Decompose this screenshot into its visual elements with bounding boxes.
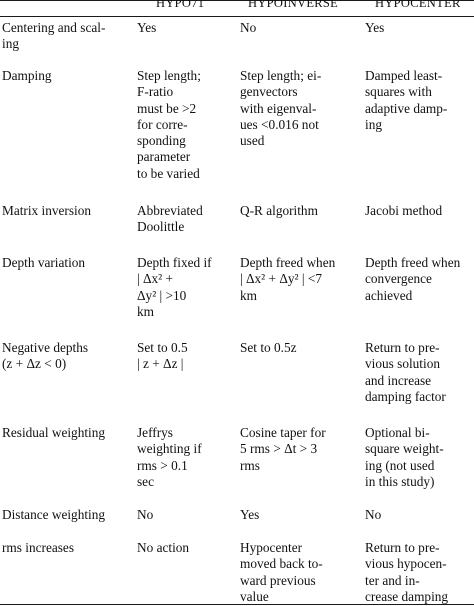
hypoinverse-cell: Step length; ei- genvectors with eigenval- ues <0.016 not used	[240, 68, 322, 149]
hypocenter-cell: Damped least- squares with adaptive damp- ing	[365, 68, 448, 132]
hypoinverse-cell: Q-R algorithm	[240, 203, 318, 218]
table-bottom-rule	[0, 604, 474, 605]
header-hypoinverse: HYPOINVERSE	[248, 0, 339, 10]
hypoinverse-cell: Depth freed when | Δx² + Δy² | <7 km	[240, 255, 336, 303]
hypocenter-cell: Jacobi method	[365, 203, 443, 218]
hypoinverse-cell: Cosine taper for 5 rms > Δt > 3 rms	[240, 425, 326, 473]
row-label: Centering and scal- ing	[2, 20, 106, 52]
hypo71-cell: Step length; F-ratio must be >2 for corre- sponding parameter to be varied	[137, 68, 201, 181]
header-hypocenter: HYPOCENTER	[375, 0, 461, 10]
hypocenter-cell: Yes	[365, 20, 385, 35]
hypocenter-cell: Return to pre- vious hypocen- ter and in- crease damping	[365, 540, 449, 604]
hypo71-cell: Yes	[137, 20, 157, 35]
hypo71-cell: Set to 0.5 | z + Δz |	[137, 340, 188, 372]
hypo71-cell: No action	[137, 540, 190, 555]
row-label: Depth variation	[2, 255, 86, 270]
hypocenter-cell: No	[365, 507, 382, 522]
hypo71-cell: No	[137, 507, 154, 522]
row-label: Distance weighting	[2, 507, 106, 522]
header-hypo71: HYPO71	[156, 0, 205, 10]
row-label: Damping	[2, 68, 52, 83]
row-label: rms increases	[2, 540, 74, 555]
hypo71-cell: Abbreviated Doolittle	[137, 203, 203, 235]
hypocenter-cell: Optional bi- square weight- ing (not used in this study)	[365, 425, 444, 489]
header-bottom-rule	[0, 16, 474, 17]
row-label: Matrix inversion	[2, 203, 92, 218]
hypoinverse-cell: Set to 0.5z	[240, 340, 297, 355]
hypo71-cell: Depth fixed if | Δx² + Δy² | >10 km	[137, 255, 212, 319]
hypoinverse-cell: Hypocenter moved back to- ward previous value	[240, 540, 323, 604]
hypoinverse-cell: No	[240, 20, 257, 35]
row-label: Negative depths (z + Δz < 0)	[2, 340, 89, 372]
hypocenter-cell: Return to pre- vious solution and increase damping factor	[365, 340, 446, 404]
hypo71-cell: Jeffrys weighting if rms > 0.1 sec	[137, 425, 202, 489]
hypocenter-cell: Depth freed when convergence achieved	[365, 255, 461, 303]
row-label: Residual weighting	[2, 425, 106, 440]
hypoinverse-cell: Yes	[240, 507, 260, 522]
